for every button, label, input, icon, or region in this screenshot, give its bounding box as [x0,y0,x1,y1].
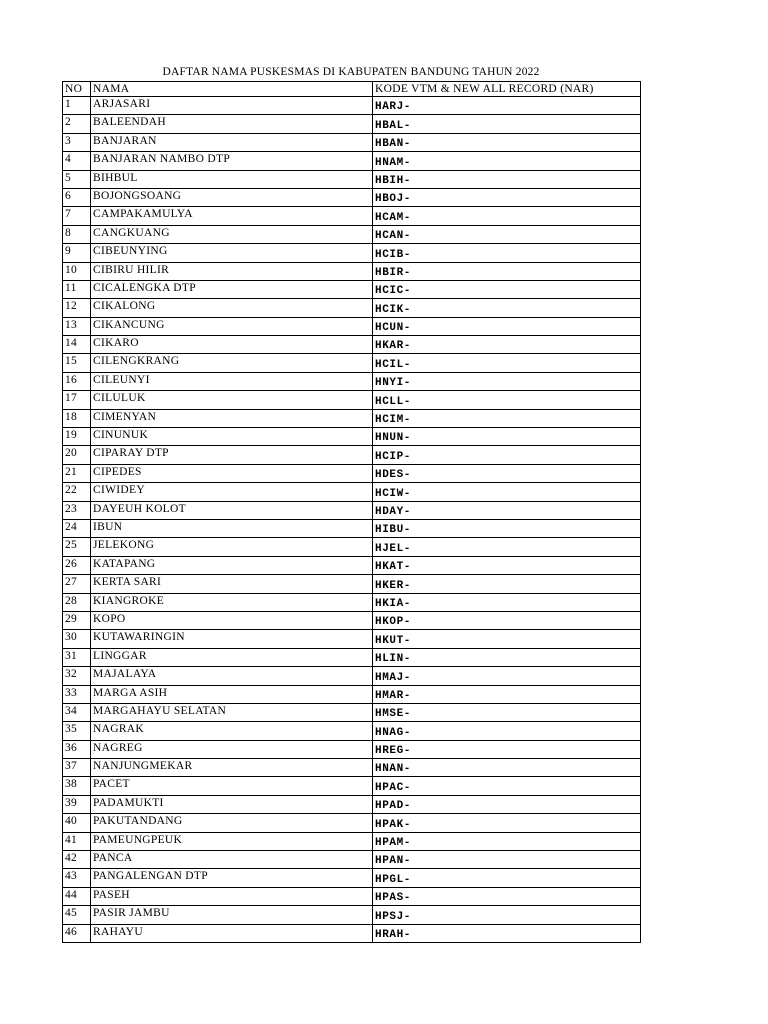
row-number: 36 [63,740,91,758]
table-row [63,611,641,629]
table-row [63,391,641,409]
vtm-code: HBIH- [373,170,641,188]
row-number: 5 [63,170,91,188]
table-row [63,648,641,666]
table-row [63,556,641,574]
vtm-code: HCAM- [373,207,641,225]
row-number: 40 [63,814,91,832]
vtm-code: HCIK- [373,299,641,317]
column-header-code: KODE VTM & NEW ALL RECORD (NAR) [373,82,641,97]
vtm-code: HKAT- [373,556,641,574]
table-row [63,446,641,464]
vtm-code: HPSJ- [373,906,641,924]
puskesmas-name: CANGKUANG [91,225,373,243]
vtm-code: HBAL- [373,115,641,133]
table-row [63,152,641,170]
vtm-code: HCIM- [373,409,641,427]
table-row [63,575,641,593]
row-number: 29 [63,611,91,629]
vtm-code: HPAK- [373,814,641,832]
row-number: 46 [63,924,91,942]
row-number: 19 [63,428,91,446]
vtm-code: HPAD- [373,795,641,813]
table-row [63,887,641,905]
table-row [63,777,641,795]
puskesmas-name: BANJARAN [91,133,373,151]
puskesmas-name: CIPARAY DTP [91,446,373,464]
row-number: 16 [63,372,91,390]
puskesmas-table [62,81,641,943]
row-number: 25 [63,538,91,556]
table-row [63,501,641,519]
puskesmas-name: NAGREG [91,740,373,758]
vtm-code: HPGL- [373,869,641,887]
puskesmas-name: BANJARAN NAMBO DTP [91,152,373,170]
row-number: 42 [63,851,91,869]
row-number: 39 [63,795,91,813]
row-number: 44 [63,887,91,905]
table-row [63,317,641,335]
puskesmas-name: CAMPAKAMULYA [91,207,373,225]
table-row [63,133,641,151]
puskesmas-name: KIANGROKE [91,593,373,611]
puskesmas-name: ARJASARI [91,97,373,115]
vtm-code: HLIN- [373,648,641,666]
row-number: 32 [63,667,91,685]
puskesmas-name: CICALENGKA DTP [91,280,373,298]
puskesmas-name: KATAPANG [91,556,373,574]
table-row [63,924,641,942]
row-number: 3 [63,133,91,151]
column-header-name: NAMA [91,82,373,97]
puskesmas-name: RAHAYU [91,924,373,942]
row-number: 20 [63,446,91,464]
table-row [63,483,641,501]
row-number: 1 [63,97,91,115]
table-row [63,115,641,133]
table-row [63,97,641,115]
vtm-code: HNUN- [373,428,641,446]
vtm-code: HCIP- [373,446,641,464]
vtm-code: HJEL- [373,538,641,556]
table-row [63,409,641,427]
puskesmas-name: KERTA SARI [91,575,373,593]
document-title: DAFTAR NAMA PUSKESMAS DI KABUPATEN BANDUNG TAHUN 2022 [162,66,540,78]
table-row [63,814,641,832]
vtm-code: HMAR- [373,685,641,703]
puskesmas-name: PANCA [91,851,373,869]
row-number: 21 [63,464,91,482]
row-number: 8 [63,225,91,243]
vtm-code: HPAN- [373,851,641,869]
table-row [63,280,641,298]
table-row [63,299,641,317]
puskesmas-name: CIBIRU HILIR [91,262,373,280]
table-body [63,97,641,943]
puskesmas-name: CIMENYAN [91,409,373,427]
puskesmas-name: CIKARO [91,336,373,354]
puskesmas-name: CIBEUNYING [91,244,373,262]
table-row [63,740,641,758]
puskesmas-name: DAYEUH KOLOT [91,501,373,519]
puskesmas-name: CIKALONG [91,299,373,317]
row-number: 11 [63,280,91,298]
vtm-code: HARJ- [373,97,641,115]
table-row [63,593,641,611]
table-row [63,759,641,777]
vtm-code: HREG- [373,740,641,758]
row-number: 7 [63,207,91,225]
puskesmas-name: BALEENDAH [91,115,373,133]
row-number: 9 [63,244,91,262]
puskesmas-name: PASEH [91,887,373,905]
puskesmas-name: KUTAWARINGIN [91,630,373,648]
table-row [63,630,641,648]
table-row [63,188,641,206]
puskesmas-name: CIKANCUNG [91,317,373,335]
vtm-code: HCIC- [373,280,641,298]
table-row [63,906,641,924]
puskesmas-name: IBUN [91,519,373,537]
row-number: 41 [63,832,91,850]
vtm-code: HBIR- [373,262,641,280]
table-row [63,869,641,887]
table-row [63,722,641,740]
table-row [63,354,641,372]
puskesmas-name: PANGALENGAN DTP [91,869,373,887]
row-number: 14 [63,336,91,354]
vtm-code: HKUT- [373,630,641,648]
row-number: 22 [63,483,91,501]
row-number: 28 [63,593,91,611]
vtm-code: HCIB- [373,244,641,262]
row-number: 34 [63,703,91,721]
vtm-code: HCUN- [373,317,641,335]
row-number: 30 [63,630,91,648]
puskesmas-name: PADAMUKTI [91,795,373,813]
row-number: 10 [63,262,91,280]
vtm-code: HPAM- [373,832,641,850]
puskesmas-name: PAKUTANDANG [91,814,373,832]
row-number: 17 [63,391,91,409]
vtm-code: HDAY- [373,501,641,519]
table-row [63,851,641,869]
vtm-code: HCIL- [373,354,641,372]
table-header-row [63,82,641,97]
vtm-code: HCIW- [373,483,641,501]
puskesmas-name: CINUNUK [91,428,373,446]
vtm-code: HBAN- [373,133,641,151]
column-header-no: NO [63,82,91,97]
row-number: 6 [63,188,91,206]
vtm-code: HNAG- [373,722,641,740]
vtm-code: HPAS- [373,887,641,905]
vtm-code: HBOJ- [373,188,641,206]
table-row [63,667,641,685]
row-number: 27 [63,575,91,593]
puskesmas-name: CIWIDEY [91,483,373,501]
puskesmas-name: PACET [91,777,373,795]
row-number: 26 [63,556,91,574]
puskesmas-name: BOJONGSOANG [91,188,373,206]
puskesmas-name: CILULUK [91,391,373,409]
puskesmas-name: CILEUNYI [91,372,373,390]
table-row [63,336,641,354]
puskesmas-name: CIPEDES [91,464,373,482]
vtm-code: HNAM- [373,152,641,170]
row-number: 24 [63,519,91,537]
vtm-code: HDES- [373,464,641,482]
vtm-code: HPAC- [373,777,641,795]
table-row [63,832,641,850]
puskesmas-name: CILENGKRANG [91,354,373,372]
table-row [63,207,641,225]
table-row [63,464,641,482]
vtm-code: HKAR- [373,336,641,354]
table-row [63,703,641,721]
row-number: 2 [63,115,91,133]
puskesmas-name: MARGA ASIH [91,685,373,703]
puskesmas-name: NANJUNGMEKAR [91,759,373,777]
vtm-code: HNYI- [373,372,641,390]
row-number: 45 [63,906,91,924]
table-row [63,372,641,390]
table-row [63,795,641,813]
table-row [63,428,641,446]
vtm-code: HKOP- [373,611,641,629]
puskesmas-name: MAJALAYA [91,667,373,685]
row-number: 12 [63,299,91,317]
puskesmas-name: MARGAHAYU SELATAN [91,703,373,721]
table-row [63,170,641,188]
puskesmas-name: NAGRAK [91,722,373,740]
table-row [63,538,641,556]
vtm-code: HIBU- [373,519,641,537]
vtm-code: HKIA- [373,593,641,611]
puskesmas-name: KOPO [91,611,373,629]
table-row [63,519,641,537]
row-number: 18 [63,409,91,427]
table-row [63,225,641,243]
vtm-code: HMSE- [373,703,641,721]
vtm-code: HMAJ- [373,667,641,685]
row-number: 37 [63,759,91,777]
vtm-code: HCAN- [373,225,641,243]
row-number: 43 [63,869,91,887]
puskesmas-name: LINGGAR [91,648,373,666]
puskesmas-name: BIHBUL [91,170,373,188]
vtm-code: HNAN- [373,759,641,777]
row-number: 31 [63,648,91,666]
puskesmas-name: PASIR JAMBU [91,906,373,924]
puskesmas-name: PAMEUNGPEUK [91,832,373,850]
table-row [63,244,641,262]
row-number: 35 [63,722,91,740]
row-number: 38 [63,777,91,795]
vtm-code: HRAH- [373,924,641,942]
vtm-code: HCLL- [373,391,641,409]
row-number: 13 [63,317,91,335]
row-number: 23 [63,501,91,519]
puskesmas-name: JELEKONG [91,538,373,556]
row-number: 33 [63,685,91,703]
vtm-code: HKER- [373,575,641,593]
table-row [63,685,641,703]
row-number: 4 [63,152,91,170]
row-number: 15 [63,354,91,372]
table-row [63,262,641,280]
